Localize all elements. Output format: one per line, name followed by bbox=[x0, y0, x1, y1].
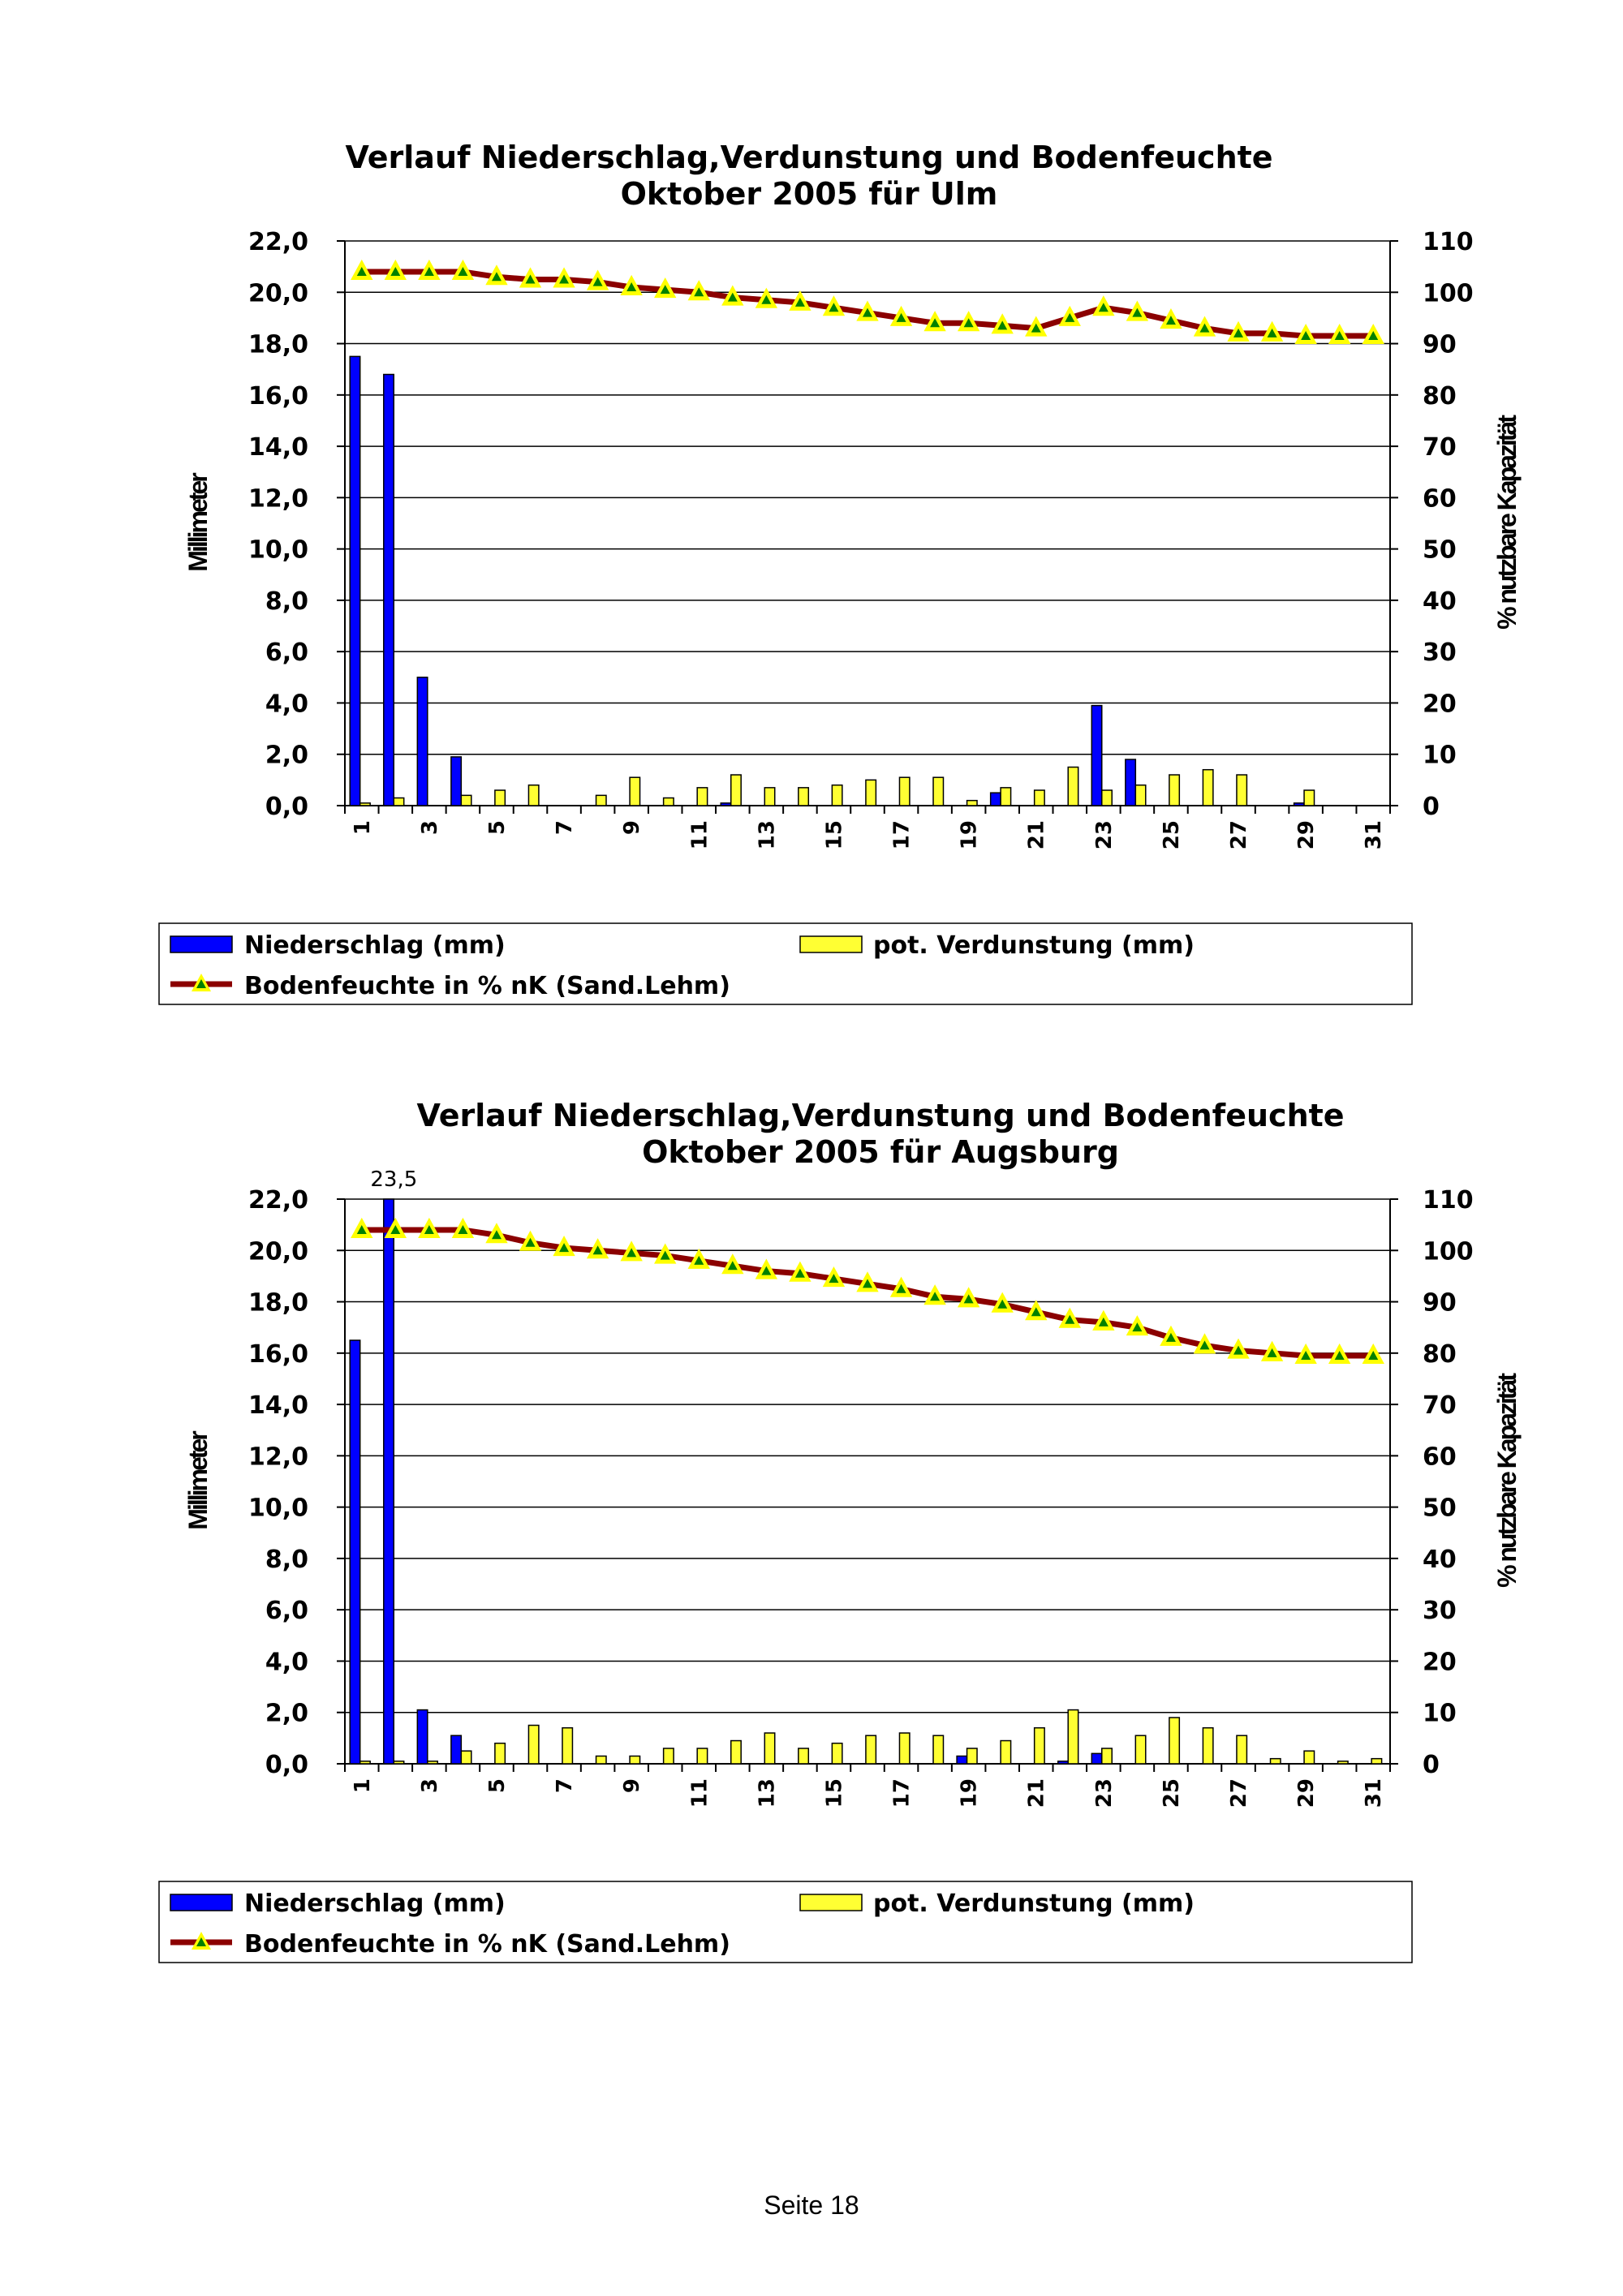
evap-bar bbox=[799, 1748, 808, 1764]
x-tick-label: 3 bbox=[417, 1778, 442, 1794]
y-tick-label: 22,0 bbox=[248, 228, 308, 256]
evap-bar bbox=[428, 1761, 437, 1764]
evap-bar bbox=[1135, 1735, 1145, 1764]
y-tick-label: 4,0 bbox=[265, 690, 308, 719]
precip-bar bbox=[350, 356, 359, 806]
y-tick-label: 16,0 bbox=[248, 381, 308, 411]
x-tick-label: 19 bbox=[957, 820, 982, 850]
y-tick-label: 0,0 bbox=[265, 1751, 308, 1779]
evap-bar bbox=[562, 1728, 572, 1764]
evap-bar bbox=[1035, 790, 1044, 806]
evap-bar bbox=[1371, 1759, 1381, 1764]
data-label: 23,5 bbox=[370, 1167, 418, 1192]
y2-tick-label: 40 bbox=[1423, 1545, 1457, 1574]
evap-bar bbox=[630, 1756, 639, 1764]
precip-bar bbox=[1126, 759, 1135, 806]
y-tick-label: 20,0 bbox=[248, 279, 308, 308]
x-tick-label: 5 bbox=[484, 820, 510, 836]
y-tick-label: 12,0 bbox=[248, 1443, 308, 1472]
x-tick-label: 23 bbox=[1091, 1778, 1117, 1808]
page-footer: Seite 18 bbox=[764, 2191, 859, 2220]
y2-tick-label: 0 bbox=[1423, 793, 1440, 821]
evap-bar bbox=[1102, 1748, 1112, 1764]
legend-label-precip: Niederschlag (mm) bbox=[244, 1890, 506, 1918]
y-axis-title: Millimeter bbox=[183, 1433, 213, 1530]
legend-label-moisture: Bodenfeuchte in % nK (Sand.Lehm) bbox=[244, 972, 730, 1000]
y-tick-label: 12,0 bbox=[248, 484, 308, 514]
evap-bar bbox=[1304, 790, 1314, 806]
chart-ulm bbox=[0, 0, 1623, 1000]
y2-tick-label: 50 bbox=[1423, 535, 1457, 565]
evap-bar bbox=[394, 1761, 403, 1764]
x-tick-label: 13 bbox=[755, 820, 780, 850]
x-tick-label: 1 bbox=[350, 820, 375, 836]
y-tick-label: 8,0 bbox=[265, 1545, 308, 1574]
x-tick-label: 9 bbox=[620, 1778, 645, 1794]
y-axis-title: Millimeter bbox=[183, 475, 213, 572]
x-tick-label: 21 bbox=[1024, 1778, 1049, 1808]
evap-bar bbox=[495, 790, 505, 806]
evap-bar bbox=[832, 785, 842, 806]
evap-bar bbox=[899, 1733, 909, 1764]
y2-tick-label: 0 bbox=[1423, 1751, 1440, 1779]
x-tick-label: 7 bbox=[553, 1778, 578, 1794]
y-tick-label: 6,0 bbox=[265, 1597, 308, 1626]
precip-bar bbox=[957, 1756, 966, 1764]
y2-tick-label: 60 bbox=[1423, 1443, 1457, 1472]
evap-bar bbox=[360, 803, 370, 806]
evap-bar bbox=[630, 777, 639, 806]
x-tick-label: 13 bbox=[755, 1778, 780, 1808]
y-tick-label: 22,0 bbox=[248, 1186, 308, 1215]
evap-bar bbox=[1102, 790, 1112, 806]
legend-label-moisture: Bodenfeuchte in % nK (Sand.Lehm) bbox=[244, 1930, 730, 1958]
evap-bar bbox=[596, 1756, 606, 1764]
x-tick-label: 17 bbox=[889, 820, 915, 850]
x-tick-label: 7 bbox=[553, 820, 578, 836]
evap-bar bbox=[967, 1748, 977, 1764]
evap-bar bbox=[1001, 1741, 1010, 1764]
y2-tick-label: 90 bbox=[1423, 330, 1457, 359]
evap-bar bbox=[1237, 775, 1246, 806]
y2-tick-label: 30 bbox=[1423, 1597, 1457, 1626]
x-tick-label: 27 bbox=[1227, 1778, 1252, 1808]
legend-swatch-evap bbox=[800, 1894, 862, 1911]
legend-label-evap: pot. Verdunstung (mm) bbox=[873, 1890, 1195, 1918]
chart-title: Verlauf Niederschlag,Verdunstung und Bodenfeuchte bbox=[416, 1098, 1345, 1133]
evap-bar bbox=[461, 1751, 471, 1764]
evap-bar bbox=[1237, 1735, 1246, 1764]
y2-tick-label: 100 bbox=[1423, 279, 1474, 308]
evap-bar bbox=[933, 1735, 943, 1764]
legend-swatch-precip bbox=[170, 1894, 232, 1911]
y2-tick-label: 40 bbox=[1423, 587, 1457, 616]
y-tick-label: 20,0 bbox=[248, 1237, 308, 1266]
evap-bar bbox=[899, 777, 909, 806]
evap-bar bbox=[1203, 770, 1212, 806]
evap-bar bbox=[1169, 1718, 1179, 1764]
evap-bar bbox=[461, 795, 471, 806]
y2-tick-label: 110 bbox=[1423, 228, 1474, 256]
x-tick-label: 29 bbox=[1294, 1778, 1319, 1808]
evap-bar bbox=[596, 795, 606, 806]
y-tick-label: 6,0 bbox=[265, 638, 308, 668]
evap-bar bbox=[528, 1726, 538, 1764]
precip-bar bbox=[451, 1735, 461, 1764]
x-tick-label: 17 bbox=[889, 1778, 915, 1808]
evap-bar bbox=[1304, 1751, 1314, 1764]
evap-bar bbox=[933, 777, 943, 806]
y2-tick-label: 10 bbox=[1423, 741, 1457, 770]
y-tick-label: 4,0 bbox=[265, 1648, 308, 1677]
evap-bar bbox=[731, 775, 741, 806]
chart-title: Verlauf Niederschlag,Verdunstung und Bodenfeuchte bbox=[345, 140, 1273, 175]
precip-bar bbox=[721, 803, 730, 806]
evap-bar bbox=[764, 788, 774, 806]
x-tick-label: 31 bbox=[1362, 1778, 1387, 1808]
precip-bar bbox=[451, 757, 461, 806]
y2-tick-label: 60 bbox=[1423, 484, 1457, 514]
evap-bar bbox=[1203, 1728, 1212, 1764]
precip-bar bbox=[417, 1710, 427, 1764]
y2-tick-label: 20 bbox=[1423, 690, 1457, 719]
precip-bar bbox=[1091, 1753, 1101, 1764]
evap-bar bbox=[528, 785, 538, 806]
y2-axis-title: % nutzbare Kapazität bbox=[1492, 1375, 1522, 1588]
evap-bar bbox=[495, 1743, 505, 1764]
y2-tick-label: 20 bbox=[1423, 1648, 1457, 1677]
x-tick-label: 11 bbox=[687, 1778, 712, 1808]
evap-bar bbox=[1068, 1710, 1078, 1764]
precip-bar bbox=[1294, 803, 1304, 806]
y-tick-label: 14,0 bbox=[248, 1391, 308, 1421]
y2-tick-label: 110 bbox=[1423, 1186, 1474, 1215]
y2-tick-label: 80 bbox=[1423, 1339, 1457, 1369]
precip-bar bbox=[991, 793, 1001, 806]
x-tick-label: 25 bbox=[1159, 820, 1184, 850]
y2-tick-label: 90 bbox=[1423, 1288, 1457, 1318]
x-tick-label: 29 bbox=[1294, 820, 1319, 850]
y2-tick-label: 70 bbox=[1423, 1391, 1457, 1421]
x-tick-label: 11 bbox=[687, 820, 712, 850]
y2-tick-label: 100 bbox=[1423, 1237, 1474, 1266]
y-tick-label: 0,0 bbox=[265, 793, 308, 821]
x-tick-label: 15 bbox=[822, 820, 847, 850]
x-tick-label: 21 bbox=[1024, 820, 1049, 850]
y2-tick-label: 50 bbox=[1423, 1494, 1457, 1523]
y2-tick-label: 10 bbox=[1423, 1699, 1457, 1728]
evap-bar bbox=[967, 801, 977, 806]
y-tick-label: 18,0 bbox=[248, 330, 308, 359]
y-tick-label: 18,0 bbox=[248, 1288, 308, 1318]
precip-bar bbox=[1091, 706, 1101, 806]
evap-bar bbox=[832, 1743, 842, 1764]
y2-tick-label: 70 bbox=[1423, 433, 1457, 462]
evap-bar bbox=[866, 780, 876, 806]
y-tick-label: 16,0 bbox=[248, 1339, 308, 1369]
evap-bar bbox=[799, 788, 808, 806]
chart-subtitle: Oktober 2005 für Ulm bbox=[620, 176, 998, 212]
y-tick-label: 8,0 bbox=[265, 587, 308, 616]
x-tick-label: 23 bbox=[1091, 820, 1117, 850]
evap-bar bbox=[1068, 767, 1078, 806]
x-tick-label: 9 bbox=[620, 820, 645, 836]
evap-bar bbox=[664, 798, 674, 806]
x-tick-label: 15 bbox=[822, 1778, 847, 1808]
x-tick-label: 31 bbox=[1362, 820, 1387, 850]
y2-axis-title: % nutzbare Kapazität bbox=[1492, 417, 1522, 630]
x-tick-label: 19 bbox=[957, 1778, 982, 1808]
legend-swatch-evap bbox=[800, 936, 862, 952]
evap-bar bbox=[764, 1733, 774, 1764]
evap-bar bbox=[731, 1741, 741, 1764]
evap-bar bbox=[1338, 1761, 1348, 1764]
x-tick-label: 1 bbox=[350, 1778, 375, 1794]
evap-bar bbox=[1135, 785, 1145, 806]
evap-bar bbox=[664, 1748, 674, 1764]
precip-bar bbox=[384, 375, 394, 806]
y2-tick-label: 30 bbox=[1423, 638, 1457, 668]
precip-bar bbox=[384, 1199, 394, 1764]
evap-bar bbox=[866, 1735, 876, 1764]
x-tick-label: 3 bbox=[417, 820, 442, 836]
y-tick-label: 14,0 bbox=[248, 433, 308, 462]
evap-bar bbox=[697, 788, 707, 806]
legend-swatch-precip bbox=[170, 936, 232, 952]
legend-label-precip: Niederschlag (mm) bbox=[244, 931, 506, 960]
evap-bar bbox=[697, 1748, 707, 1764]
evap-bar bbox=[1001, 788, 1010, 806]
precip-bar bbox=[417, 677, 427, 806]
evap-bar bbox=[360, 1761, 370, 1764]
evap-bar bbox=[1271, 1759, 1281, 1764]
legend-label-evap: pot. Verdunstung (mm) bbox=[873, 931, 1195, 960]
x-tick-label: 5 bbox=[484, 1778, 510, 1794]
y-tick-label: 2,0 bbox=[265, 741, 308, 770]
x-tick-label: 27 bbox=[1227, 820, 1252, 850]
precip-bar bbox=[1058, 1761, 1068, 1764]
x-tick-label: 25 bbox=[1159, 1778, 1184, 1808]
evap-bar bbox=[1169, 775, 1179, 806]
y-tick-label: 10,0 bbox=[248, 535, 308, 565]
evap-bar bbox=[1035, 1728, 1044, 1764]
y-tick-label: 10,0 bbox=[248, 1494, 308, 1523]
chart-subtitle: Oktober 2005 für Augsburg bbox=[642, 1134, 1119, 1170]
y-tick-label: 2,0 bbox=[265, 1699, 308, 1728]
chart-augsburg bbox=[0, 957, 1623, 1958]
evap-bar bbox=[394, 798, 403, 806]
precip-bar bbox=[350, 1340, 359, 1764]
y2-tick-label: 80 bbox=[1423, 381, 1457, 411]
moisture-line bbox=[362, 1230, 1373, 1356]
